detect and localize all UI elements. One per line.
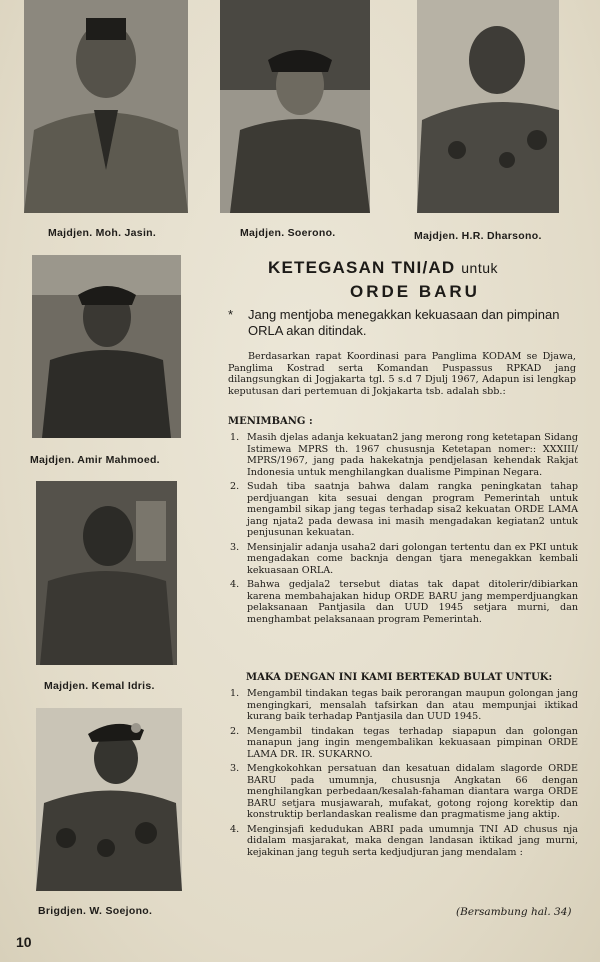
item-number: 3.	[230, 541, 240, 553]
item-number: 4.	[230, 823, 240, 835]
caption-w-soejono: Brigdjen. W. Soejono.	[38, 905, 153, 917]
list-item	[228, 688, 578, 723]
page-number: 10	[16, 934, 32, 950]
title-main: KETEGASAN TNI/AD	[268, 258, 456, 277]
item-text: Menginsjafi kedudukan ABRI pada umumnja TNI AD chusus nja didalam masjarakat, maka dengan landasan iktikad jang murni, kejakinan jang teguh serta kedjudjuran jang mendalam :	[247, 823, 578, 858]
continued-note: (Bersambung hal. 34)	[456, 906, 572, 918]
article-subtitle	[228, 307, 578, 339]
item-number: 1.	[230, 688, 240, 699]
decision-list	[228, 688, 578, 861]
item-number: 3.	[230, 763, 240, 774]
item-number: 4.	[230, 579, 240, 590]
list-item	[228, 824, 578, 859]
caption-moh-jasin: Majdjen. Moh. Jasin.	[48, 227, 157, 239]
list-item	[228, 726, 578, 761]
subtitle-star: *	[228, 307, 234, 322]
caption-soerono: Majdjen. Soerono.	[240, 227, 336, 239]
menimbang-heading: MENIMBANG :	[228, 416, 313, 427]
list-item	[228, 579, 578, 625]
subtitle-text: Jang mentjoba menegakkan kekuasaan dan pimpinan ORLA akan ditindak.	[248, 307, 560, 338]
article-intro: Berdasarkan rapat Koordinasi para Panglima KODAM se Djawa, Panglima Kostrad serta Komandan Puspassus RPKAD jang dilangsungkan di Jogjakarta tgl. 5 s.d 7 Djulj 1967, Adapun isi lengkap keputusan dari pertemuan di Jokjakarta tsb. adalah sbb.:	[228, 351, 576, 397]
list-item	[228, 542, 578, 577]
photo-w-soejono	[36, 708, 182, 891]
title-small: untuk	[461, 260, 499, 276]
item-text: Bahwa gedjala2 tersebut diatas tak dapat ditolerir/dibiarkan karena membahajakan hidup ORDE BARU jang memperdjuangkan pelaksanaan Pantjasila dan UUD 1945 setjara murni, dan menghambat pelaksanaan program Pemerintah.	[247, 579, 578, 625]
menimbang-list	[228, 432, 578, 628]
item-text: Mengambil tindakan tegas baik perorangan maupun golongan jang mengingkari, mensalah tafsirkan dan atau mempunjai iktikad kurang baik terhadap Pantjasila dan UUD 1945.	[247, 688, 578, 722]
item-number: 2.	[230, 725, 240, 737]
item-number: 2.	[230, 481, 240, 492]
article-title	[268, 258, 498, 278]
photo-kemal-idris	[36, 481, 177, 665]
item-text: Mengambil tindakan tegas terhadap siapapun dan golongan manapun jang ingin mengembalikan kekuasaan pimpinan ORDE LAMA DR. IR. SUKARNO.	[247, 725, 578, 760]
photo-amir-mahmoed	[32, 255, 181, 438]
photo-dharsono	[417, 0, 559, 213]
list-item	[228, 481, 578, 539]
list-item	[228, 763, 578, 821]
article-title-line2: ORDE BARU	[350, 282, 480, 301]
item-number: 1.	[230, 432, 240, 443]
photo-moh-jasin	[24, 0, 188, 213]
decision-heading: MAKA DENGAN INI KAMI BERTEKAD BULAT UNTUK:	[246, 672, 553, 683]
caption-kemal-idris: Majdjen. Kemal Idris.	[44, 680, 155, 692]
item-text: Mensinjalir adanja usaha2 dari golongan tertentu dan ex PKI untuk mengadakan come backnja dengan tjara menegakkan kembali kekuasaan ORLA.	[247, 541, 578, 576]
caption-dharsono: Majdjen. H.R. Dharsono.	[414, 230, 542, 242]
item-text: Sudah tiba saatnja bahwa dalam rangka peningkatan tahap perdjuangan kita sesuai dengan program Pemerintah untuk mengambil sikap jang tegas terhadap sisa2 kekuatan ORDE LAMA jang njata2 pada dewasa ini masih mengadakan kegiatan2 untuk penjusunan kekuatan.	[247, 481, 578, 538]
caption-amir-mahmoed: Majdjen. Amir Mahmoed.	[30, 454, 160, 466]
item-text: Masih djelas adanja kekuatan2 jang merong rong ketetapan Sidang Istimewa MPRS th. 1967 chususnja Ketetapan nomer:: XXXIII/ MPRS/1967, jang pada hakekatnja pendjelasan kehendak Rakjat Indonesia untuk menghilangkan dualisme Pimpinan Negara.	[247, 432, 578, 478]
list-item	[228, 432, 578, 478]
item-text: Mengkokohkan persatuan dan kesatuan didalam slagorde ORDE BARU pada umumnja, chususnja Angkatan 66 dengan menghilangkan perbedaan/kesalah-fahaman diantara warga ORDE BARU setjara musjawarah, mufakat, gotong rojong korektip dan konstruktip berlandaskan realisme dan pragmatisme jang aktip.	[247, 763, 578, 820]
photo-soerono	[220, 0, 370, 213]
